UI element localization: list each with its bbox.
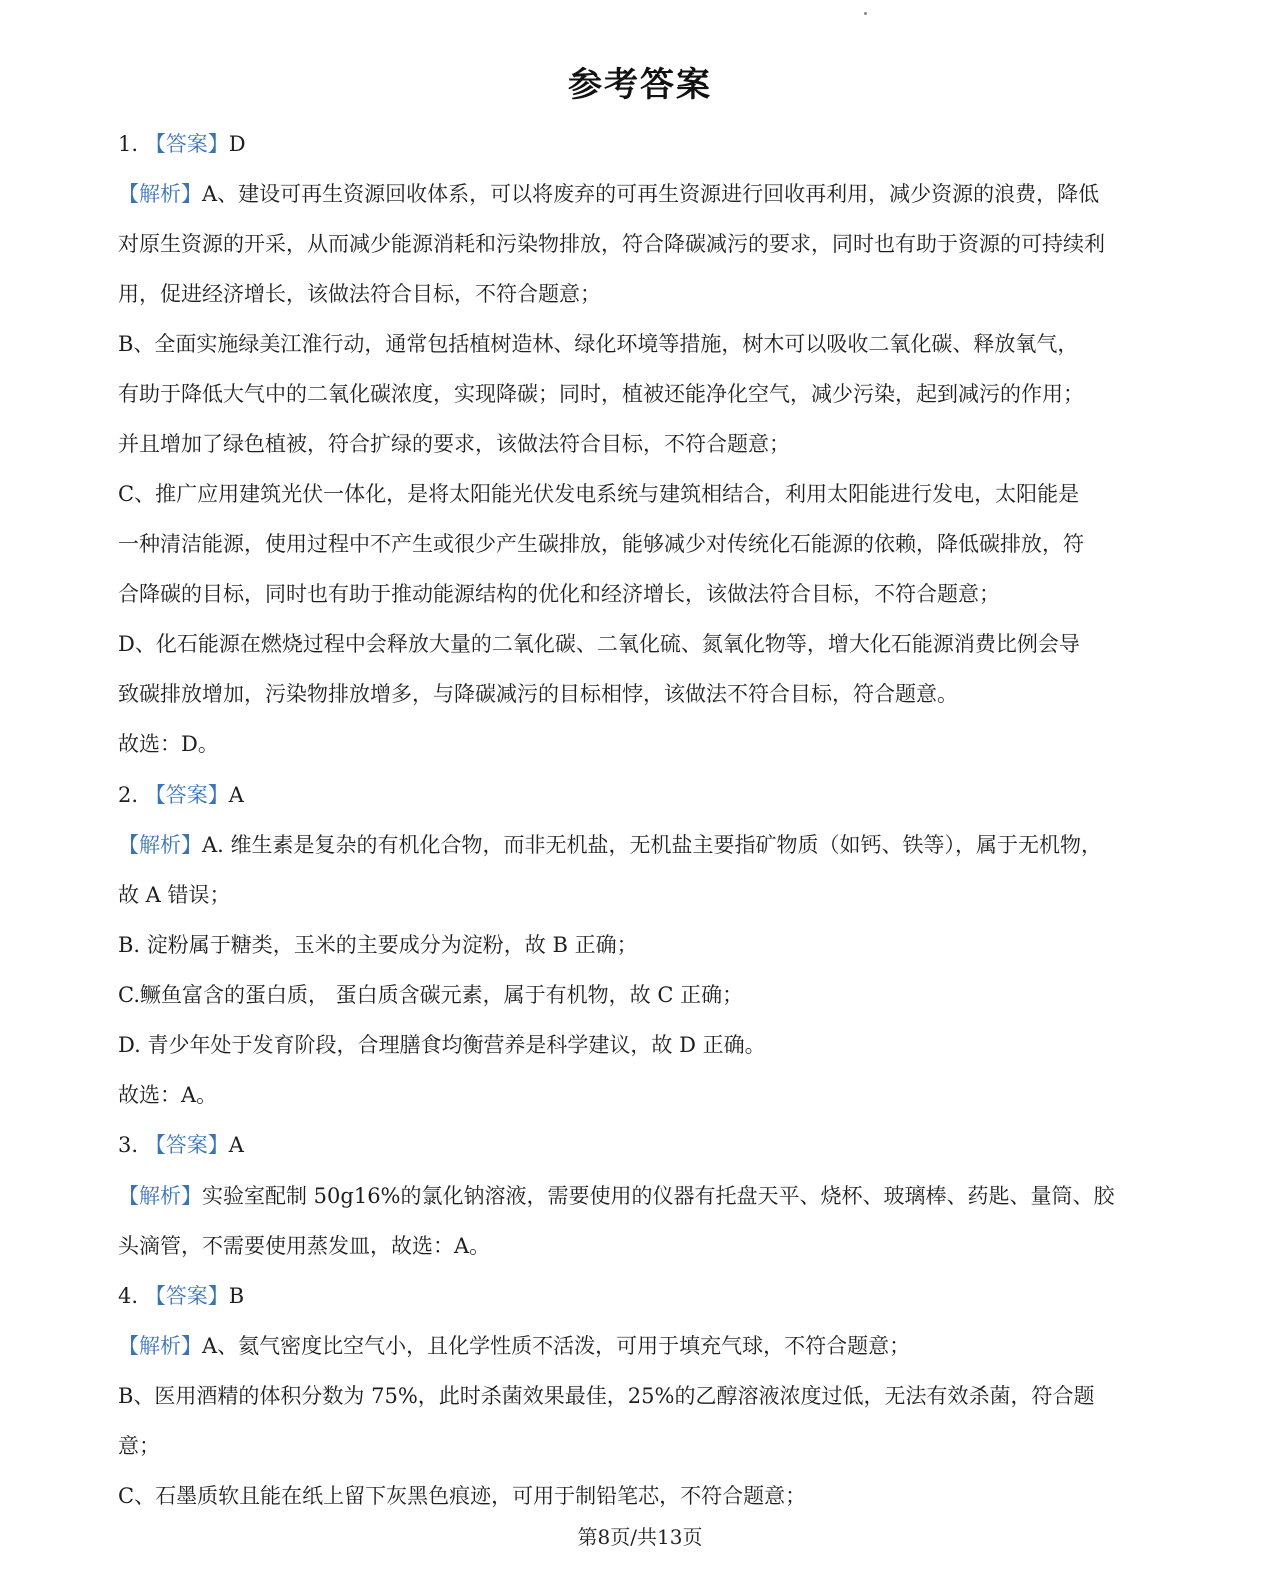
answer-tag: 【答案】	[144, 1133, 229, 1157]
analysis-text: B. 淀粉属于糖类，玉米的主要成分为淀粉，故 B 正确；	[118, 933, 638, 957]
analysis-text: 用，促进经济增长，该做法符合目标，不符合题意；	[118, 282, 601, 306]
page-title: 参考答案	[568, 65, 712, 105]
scan-dot	[864, 12, 867, 15]
q3-answer-line	[118, 1131, 1168, 1159]
q1-number: 1.	[118, 132, 145, 156]
q2-answer-line	[118, 781, 1168, 809]
q4-answer: B	[228, 1284, 245, 1308]
analysis-text: A、建设可再生资源回收体系，可以将废弃的可再生资源进行回收再利用，减少资源的浪费，降低	[202, 182, 1100, 206]
analysis-text: C.鳜鱼富含的蛋白质， 蛋白质含碳元素，属于有机物，故 C 正确；	[118, 983, 744, 1007]
q2-analysis-line-1	[118, 831, 1168, 859]
analysis-text: C、推广应用建筑光伏一体化，是将太阳能光伏发电系统与建筑相结合，利用太阳能进行发电，太阳能是	[118, 482, 1080, 506]
analysis-tag: 【解析】	[118, 1334, 202, 1358]
answer-tag: 【答案】	[144, 1284, 229, 1308]
analysis-text: 对原生资源的开采，从而减少能源消耗和污染物排放，符合降碳减污的要求，同时也有助于资源的可持续利	[118, 232, 1105, 256]
analysis-text: B、医用酒精的体积分数为 75%，此时杀菌效果最佳，25%的乙醇溶液浓度过低，无法有效杀菌，符合题	[118, 1384, 1095, 1408]
q3-number: 3.	[118, 1133, 145, 1157]
answer-tag: 【答案】	[144, 783, 229, 807]
analysis-text: C、石墨质软且能在纸上留下灰黑色痕迹，可用于制铅笔芯，不符合题意；	[118, 1484, 807, 1508]
q1-conclusion: 故选：D。	[118, 732, 219, 756]
analysis-text: 合降碳的目标，同时也有助于推动能源结构的优化和经济增长，该做法符合目标，不符合题意；	[118, 582, 1000, 606]
analysis-tag: 【解析】	[118, 1184, 202, 1208]
analysis-text: D. 青少年处于发育阶段，合理膳食均衡营养是科学建议，故 D 正确。	[118, 1033, 766, 1057]
q2-answer: A	[228, 783, 244, 807]
analysis-text: 有助于降低大气中的二氧化碳浓度，实现降碳；同时，植被还能净化空气，减少污染，起到减污的作用；	[118, 382, 1084, 406]
analysis-text: 致碳排放增加，污染物排放增多，与降碳减污的目标相悖，该做法不符合目标，符合题意。	[118, 682, 958, 706]
analysis-text: 实验室配制 50g16%的氯化钠溶液，需要使用的仪器有托盘天平、烧杯、玻璃棒、药匙、量筒、胶	[202, 1184, 1115, 1208]
q3-answer: A	[228, 1133, 244, 1157]
q2-number: 2.	[118, 783, 145, 807]
q4-number: 4.	[118, 1284, 145, 1308]
q2-conclusion: 故选：A。	[118, 1083, 218, 1107]
analysis-text: 并且增加了绿色植被，符合扩绿的要求，该做法符合目标，不符合题意；	[118, 432, 790, 456]
q1-answer: D	[228, 132, 246, 156]
analysis-text: 故 A 错误；	[118, 883, 231, 907]
analysis-text: D、化石能源在燃烧过程中会释放大量的二氧化碳、二氧化硫、氮氧化物等，增大化石能源消费比例会导	[118, 632, 1080, 656]
analysis-text: 头滴管，不需要使用蒸发皿，故选：A。	[118, 1234, 491, 1258]
analysis-tag: 【解析】	[118, 833, 202, 857]
answer-tag: 【答案】	[144, 132, 229, 156]
q1-answer-line	[118, 130, 1168, 158]
q4-answer-line	[118, 1282, 1168, 1310]
q1-analysis-line-1	[118, 180, 1168, 208]
analysis-text: 意；	[118, 1434, 160, 1458]
analysis-text: A. 维生素是复杂的有机化合物，而非无机盐，无机盐主要指矿物质（如钙、铁等），属于无机物，	[202, 833, 1103, 857]
analysis-text: A、氦气密度比空气小，且化学性质不活泼，可用于填充气球，不符合题意；	[202, 1334, 911, 1358]
q4-analysis-line-1	[118, 1332, 1168, 1360]
q3-analysis-line-1	[118, 1182, 1168, 1210]
analysis-text: B、全面实施绿美江淮行动，通常包括植树造林、绿化环境等措施，树木可以吸收二氧化碳、释放氧气，	[118, 332, 1079, 356]
page-number-footer: 第8页/共13页	[577, 1525, 703, 1549]
analysis-tag: 【解析】	[118, 182, 202, 206]
analysis-text: 一种清洁能源，使用过程中不产生或很少产生碳排放，能够减少对传统化石能源的依赖，降低碳排放，符	[118, 532, 1084, 556]
